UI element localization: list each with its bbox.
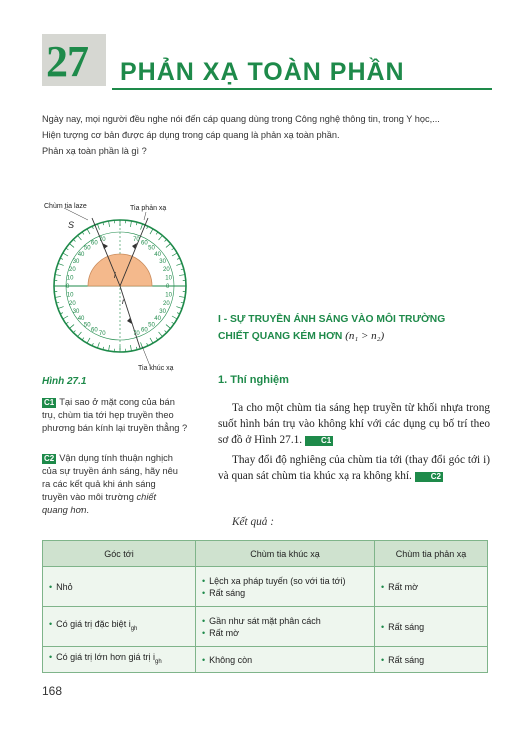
dial-tick (78, 235, 82, 240)
c1-badge: C1 (44, 398, 55, 407)
table-row (43, 567, 488, 607)
dial-tick (87, 229, 90, 234)
section-condition: (n₁ > n₂) (345, 330, 385, 342)
scale-number: 50 (83, 245, 91, 252)
page-number: 168 (42, 684, 63, 698)
scale-number: 10 (66, 292, 74, 299)
scale-number: 40 (77, 316, 85, 323)
table-cell: • Rất sáng (375, 647, 488, 673)
scale-number: 20 (69, 301, 76, 308)
scale-number: 60 (141, 327, 148, 334)
table-cell: • Có giá trị lớn hơn giá trị $i_{gh}$ (43, 647, 196, 673)
table-cell: • Rất mờ (375, 567, 488, 607)
dial-tick (166, 244, 171, 248)
incident-arrow (102, 243, 108, 249)
scale-number: 30 (159, 309, 166, 315)
scale-number: 70 (133, 330, 140, 337)
table-cell: • Nhỏ (43, 567, 196, 607)
table-cell: • Không còn (196, 647, 375, 673)
scale-number: 30 (72, 309, 80, 315)
dial-tick (73, 331, 75, 333)
table-cell: • Lệch xa pháp tuyến (so với tia tới) • Rất sáng (196, 567, 375, 607)
chapter-number: 27 (46, 37, 88, 86)
dial-tick (159, 235, 163, 240)
dial-tick (176, 263, 182, 265)
scale-number: 50 (83, 322, 91, 329)
dial-tick (69, 325, 74, 329)
scale-number: 60 (141, 240, 148, 247)
dial-tick (165, 331, 167, 333)
dial-tick (55, 296, 61, 297)
table-cell: • Có giá trị đặc biệt $i_{gh}$ (43, 607, 196, 647)
c2-badge: C2 (44, 454, 55, 463)
label-refracted-ray: Tia khúc xạ (138, 365, 174, 372)
dial-tick (63, 316, 68, 319)
scale-number: 70 (98, 330, 106, 337)
dial-tick (58, 307, 64, 309)
scale-left (66, 237, 106, 337)
scale-number: 70 (133, 237, 140, 244)
scale-number: 40 (154, 316, 161, 323)
table-header-row (43, 541, 488, 567)
scale-number: 20 (162, 301, 170, 308)
para1-c1-badge: C1 (305, 436, 333, 446)
scale-number: 40 (154, 251, 161, 258)
scale-number: 50 (148, 322, 155, 329)
experiment-paragraph-1: Ta cho một chùm tia sáng hẹp truyền từ khối nhựa trong suốt hình bán trụ vào không khí với các dụng cụ bố trí theo sơ đồ ở Hình 27.1. C1 (218, 402, 491, 446)
table-cell: • Rất sáng (375, 607, 488, 647)
dial-tick (69, 244, 74, 248)
chapter-title-rule (112, 88, 492, 90)
scale-number: 40 (77, 251, 85, 258)
dial-tick (141, 224, 143, 230)
experiment-heading: 1. Thí nghiệm (218, 374, 289, 386)
scale-number: 50 (148, 245, 155, 252)
label-angle-r: r (122, 297, 125, 306)
figure-27-1-diagram (38, 198, 208, 376)
result-label: Kết quả : (232, 516, 275, 528)
dial-tick (87, 338, 90, 343)
intro-question: Phản xạ toàn phần là gì ? (42, 146, 147, 156)
section-heading: I - SỰ TRUYỀN ÁNH SÁNG VÀO MÔI TRƯỜNG CHIẾT QUANG KÉM HƠN (n₁ > n₂) (218, 314, 446, 342)
dial-tick (150, 338, 153, 343)
table-cell: • Gần như sát mặt phân cách • Rất mờ (196, 607, 375, 647)
scale-right (133, 237, 172, 337)
scale-number: 20 (69, 266, 76, 273)
dial-tick (159, 332, 163, 337)
dial-tick (109, 221, 110, 227)
scale-number: 10 (66, 275, 74, 282)
scale-number: 30 (159, 259, 166, 265)
dial-tick (78, 332, 82, 337)
dial-tick (172, 316, 177, 319)
dial-tick (130, 345, 131, 351)
label-laser-beam: Chùm tia laze (44, 203, 87, 210)
dial-tick (130, 221, 131, 227)
dial-tick (109, 345, 110, 351)
dial-tick (63, 253, 68, 256)
scale-number: 20 (162, 266, 170, 273)
result-table (42, 540, 488, 673)
scale-number: 10 (165, 292, 172, 299)
intro-line-1: Ngày nay, mọi người đều nghe nói đến cáp quang dùng trong Công nghệ thông tin, trong Y học,... (42, 114, 440, 124)
scale-number: 10 (165, 275, 172, 282)
label-reflected-ray: Tia phản xạ (130, 205, 167, 212)
dial-tick (150, 229, 153, 234)
table-row (43, 647, 488, 673)
dial-tick (166, 325, 171, 329)
table-header-cell: Góc tới (43, 541, 196, 567)
dial-tick (73, 239, 75, 241)
scale-number: 70 (98, 237, 106, 244)
intro-line-2: Hiện tượng cơ bản được áp dụng trong cáp quang là phản xạ toàn phần. (42, 130, 340, 140)
question-c2: C2 Vận dụng tính thuận nghịch của sự truyền ánh sáng, hãy nêu ra các kết quả khi ánh sáng truyền vào môi trường chiết quang hơn. (42, 453, 178, 515)
question-c1: C1 Tại sao ở mặt cong của bán trụ, chùm tia tới hẹp truyền theo phương bán kính lại truyền thẳng ? (42, 397, 188, 433)
figure-caption: Hình 27.1 (42, 376, 87, 387)
experiment-paragraph-2: Thay đổi độ nghiêng của chùm tia tới (thay đổi góc tới i) và quan sát chùm tia khúc xạ ra không khí. C2 (218, 454, 490, 482)
table-header-cell: Chùm tia phản xạ (375, 541, 488, 567)
chapter-title: PHẢN XẠ TOÀN PHẦN (120, 58, 405, 86)
dial-tick (58, 263, 64, 265)
scale-number: 0 (166, 284, 170, 290)
dial-tick (179, 275, 185, 276)
table-row (43, 607, 488, 647)
dial-tick (97, 342, 99, 348)
label-source-s: S (68, 220, 75, 230)
para2-c2-badge: C2 (415, 472, 443, 482)
scale-number: 0 (66, 284, 70, 290)
scale-number: 60 (91, 240, 98, 247)
scale-number: 30 (72, 259, 80, 265)
dial-tick (172, 253, 177, 256)
label-angle-i: i (114, 271, 116, 280)
table-header-cell: Chùm tia khúc xạ (196, 541, 375, 567)
dial-tick (97, 224, 99, 230)
semi-cylinder-block (88, 254, 152, 286)
dial-tick (165, 239, 167, 241)
dial-tick (176, 307, 182, 309)
dial-tick (179, 296, 185, 297)
scale-number: 60 (91, 327, 98, 334)
dial-tick (55, 275, 61, 276)
refracted-ray (120, 286, 140, 348)
